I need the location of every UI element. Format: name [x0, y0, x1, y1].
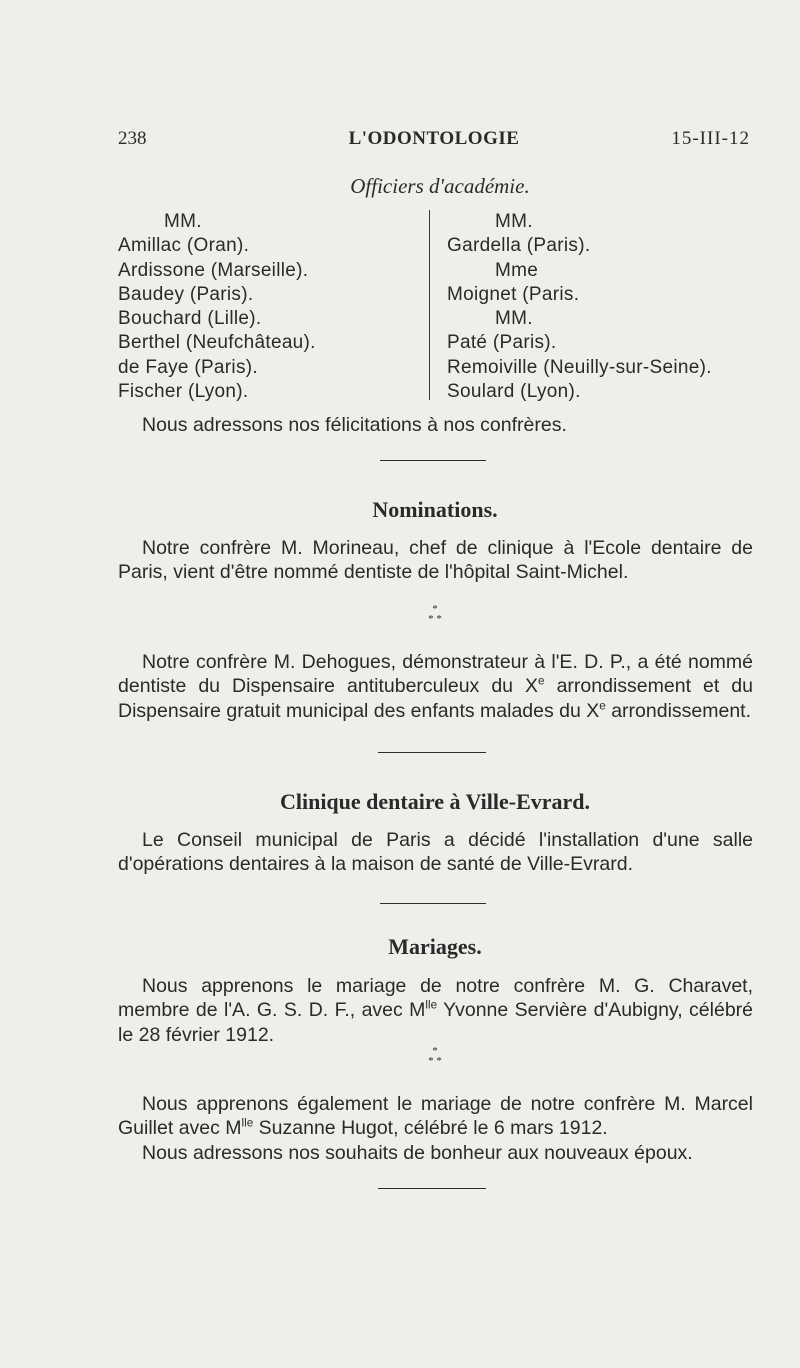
- title-abbreviation: Mme: [495, 259, 539, 281]
- right-column-heading: MM.: [495, 211, 533, 232]
- section-rule: [378, 1188, 486, 1189]
- running-header: [118, 128, 750, 152]
- nominations-heading: Nominations.: [372, 497, 498, 522]
- name-entry: de Faye (Paris).: [118, 356, 258, 378]
- journal-title: L'ODONTOLOGIE: [348, 128, 520, 149]
- superscript: e: [538, 674, 545, 688]
- name-entry: Moignet (Paris.: [447, 283, 580, 305]
- mariages-text-2b: Suzanne Hugot, célébré le 6 mars 1912.: [253, 1117, 608, 1140]
- mariages-paragraph-2: [118, 1092, 753, 1141]
- name-entry: Paté (Paris).: [447, 332, 557, 354]
- name-entry: Amillac (Oran).: [118, 235, 250, 257]
- mariages-text-2a: Nous apprenons également le mariage de notre confrère M. Marcel Guillet avec M: [118, 1093, 753, 1140]
- officiers-left-column: [118, 210, 316, 404]
- name-entry: Bouchard (Lille).: [118, 308, 262, 330]
- mariages-heading: Mariages.: [388, 934, 482, 959]
- mariages-text-3: Nous adressons nos souhaits de bonheur aux nouveaux époux.: [142, 1142, 693, 1164]
- nominations-text-2a: Notre confrère M. Dehogues, démonstrateur à l'E. D. P., a été nommé dentiste du Dispensaire antituberculeux du X: [118, 651, 753, 698]
- superscript: e: [599, 699, 606, 713]
- name-entry: Baudey (Paris).: [118, 283, 254, 305]
- name-entry: Gardella (Paris).: [447, 235, 591, 257]
- section-rule: [378, 752, 486, 753]
- left-column-heading: MM.: [164, 211, 202, 232]
- name-entry: Berthel (Neufchâteau).: [118, 332, 316, 354]
- nominations-text-1: Notre confrère M. Morineau, chef de clinique à l'Ecole dentaire de Paris, vient d'être nommé dentiste de l'hôpital Saint-Michel.: [118, 537, 753, 584]
- page-number: 238: [118, 128, 147, 149]
- nominations-paragraph-2: [118, 650, 753, 723]
- nominations-paragraph-1: [118, 536, 753, 585]
- mariages-text-1a: Nous apprenons le mariage de notre confrère M. G. Charavet, membre de l'A. G. S. D. F., avec M: [118, 975, 753, 1022]
- felicitations-text: Nous adressons nos félicitations à nos confrères.: [142, 414, 567, 436]
- issue-date: 15-III-12: [671, 128, 750, 149]
- asterism: * * *: [428, 603, 442, 625]
- superscript: lle: [241, 1116, 254, 1130]
- mariages-text-1b: Yvonne Servière d'Aubigny, célébré le 28 février 1912.: [118, 999, 754, 1046]
- section-rule: [380, 460, 486, 461]
- mariages-paragraph-1: [118, 974, 753, 1047]
- right-column-heading: MM.: [495, 308, 533, 330]
- mariages-paragraph-3: [118, 1141, 753, 1165]
- name-entry: Soulard (Lyon).: [447, 381, 581, 403]
- column-divider: [429, 210, 430, 400]
- clinique-text: Le Conseil municipal de Paris a décidé l'installation d'une salle d'opérations dentaires à la maison de santé de Ville-Evrard.: [118, 829, 753, 876]
- nominations-text-2b: arrondissement et du Dispensaire gratuit municipal des enfants malades du X: [118, 675, 753, 722]
- clinique-paragraph: [118, 828, 753, 877]
- name-entry: Ardissone (Marseille).: [118, 259, 309, 281]
- section-rule: [380, 903, 486, 904]
- superscript: lle: [425, 998, 438, 1012]
- felicitations-paragraph: [118, 413, 753, 437]
- nominations-text-2c: arrondissement.: [605, 699, 752, 722]
- name-entry: Fischer (Lyon).: [118, 381, 249, 403]
- officiers-right-column: [447, 210, 712, 404]
- name-entry: Remoiville (Neuilly-sur-Seine).: [447, 356, 712, 378]
- clinique-heading: Clinique dentaire à Ville-Evrard.: [279, 789, 591, 814]
- asterism: * * *: [428, 1045, 442, 1067]
- officiers-subtitle: Officiers d'académie.: [350, 174, 530, 198]
